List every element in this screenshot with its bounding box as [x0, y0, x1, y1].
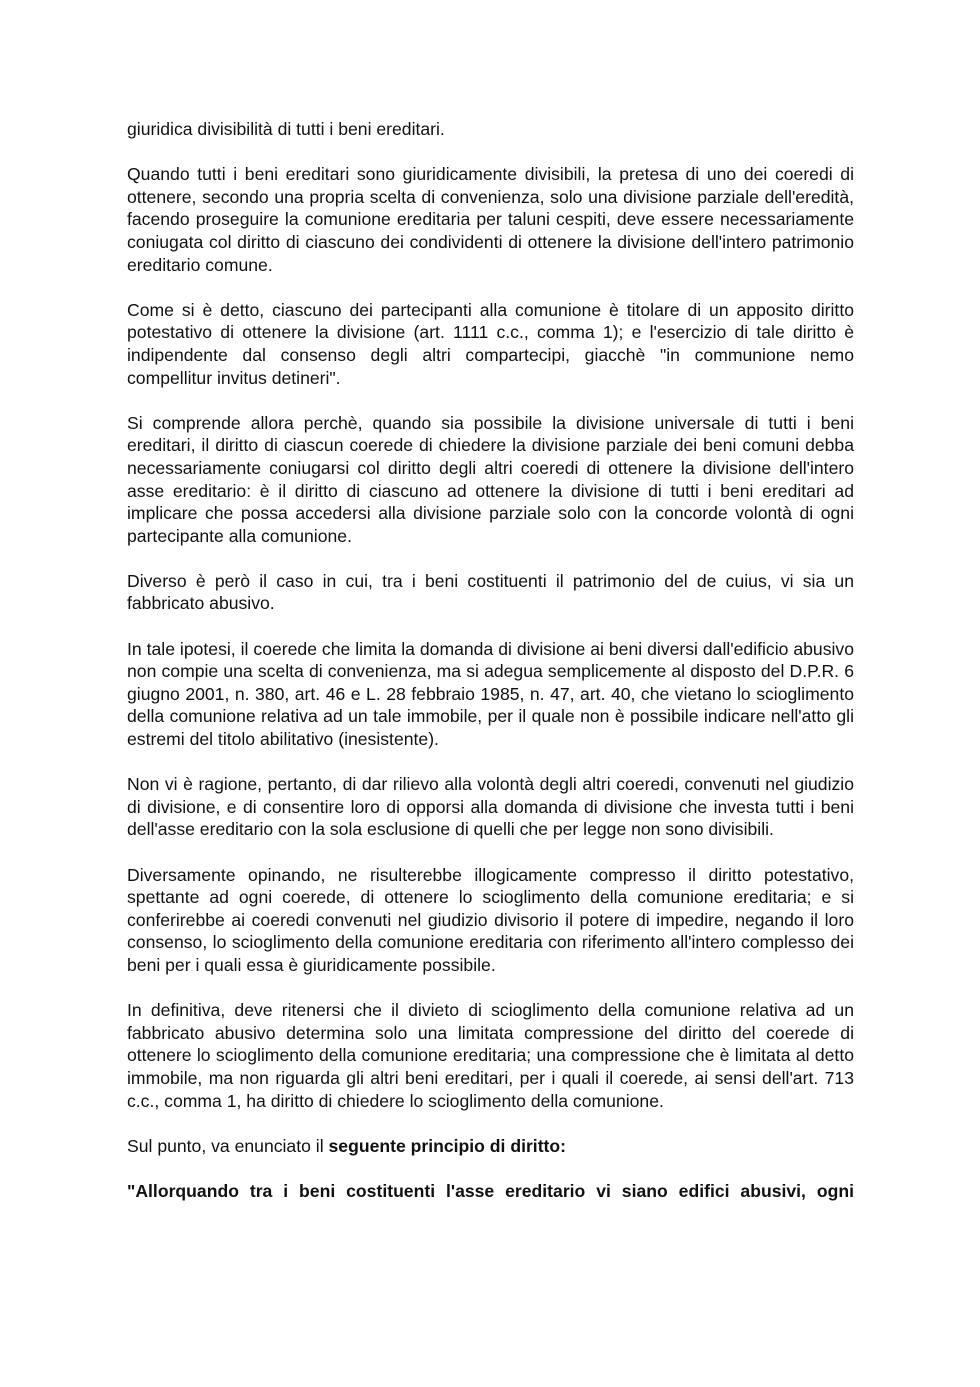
paragraph-8: Diversamente opinando, ne risulterebbe illogicamente compresso il diritto potestativo, spettante ad ogni coerede, di ottenere lo scioglimento della comunione ereditaria; e si conferirebbe ai coeredi convenuti nel giudizio divisorio il potere di impedire, negando il loro consenso, lo scioglimento della comunione ereditaria con riferimento all'intero complesso dei beni per i quali essa è giuridicamente possibile. [127, 864, 854, 975]
principle-intro-bold: seguente principio di diritto: [328, 1135, 567, 1156]
paragraph-2: Quando tutti i beni ereditari sono giuridicamente divisibili, la pretesa di uno dei coeredi di ottenere, secondo una propria scelta di convenienza, solo una divisione parziale dell'eredità, facendo proseguire la comunione ereditaria per taluni cespiti, deve essere necessariamente coniugata col diritto di ciascuno dei condividenti di ottenere la divisione dell'intero patrimonio ereditario comune. [127, 164, 854, 275]
paragraph-6: In tale ipotesi, il coerede che limita la domanda di divisione ai beni diversi dall'edificio abusivo non compie una scelta di convenienza, ma si adegua semplicemente al disposto del D.P.R. 6 giugno 2001, n. 380, art. 46 e L. 28 febbraio 1985, n. 47, art. 40, che vietano lo scioglimento della comunione relativa ad un tale immobile, per il quale non è possibile indicare nell'atto gli estremi del titolo abilitativo (inesistente). [127, 638, 854, 750]
document-page [127, 118, 854, 1225]
principle-intro-text: Sul punto, va enunciato il [127, 1135, 329, 1156]
principle-statement: "Allorquando tra i beni costituenti l'asse ereditario vi siano edifici abusivi, ogni [127, 1180, 854, 1201]
paragraph-5: Diverso è però il caso in cui, tra i beni costituenti il patrimonio del de cuius, vi sia un fabbricato abusivo. [127, 570, 854, 614]
paragraph-4: Si comprende allora perchè, quando sia possibile la divisione universale di tutti i beni ereditari, il diritto di ciascun coerede di chiedere la divisione parziale dei beni comuni debba necessariamente coniugarsi col diritto degli altri coeredi di ottenere la divisione dell'intero asse ereditario: è il diritto di ciascuno ad ottenere la divisione di tutti i beni ereditari ad implicare che possa accedersi alla divisione parziale solo con la concorde volontà di ogni partecipante alla comunione. [127, 412, 854, 546]
principle-intro [127, 1135, 854, 1158]
paragraph-3: Come si è detto, ciascuno dei partecipanti alla comunione è titolare di un apposito diritto potestativo di ottenere la divisione (art. 1111 c.c., comma 1); e l'esercizio di tale diritto è indipendente dal consenso degli altri compartecipi, giacchè "in communione nemo compellitur invitus detineri". [127, 299, 854, 388]
paragraph-7: Non vi è ragione, pertanto, di dar rilievo alla volontà degli altri coeredi, convenuti nel giudizio di divisione, e di consentire loro di opporsi alla domanda di divisione che investa tutti i beni dell'asse ereditario con la sola esclusione di quelli che per legge non sono divisibili. [127, 774, 854, 840]
paragraph-1: giuridica divisibilità di tutti i beni ereditari. [127, 119, 445, 139]
paragraph-9: In definitiva, deve ritenersi che il divieto di scioglimento della comunione relativa ad un fabbricato abusivo determina solo una limitata compressione del diritto del coerede di ottenere lo scioglimento della comunione ereditaria; una compressione che è limitata al detto immobile, ma non riguarda gli altri beni ereditari, per i quali il coerede, ai sensi dell'art. 713 c.c., comma 1, ha diritto di chiedere lo scioglimento della comunione. [127, 1000, 854, 1111]
